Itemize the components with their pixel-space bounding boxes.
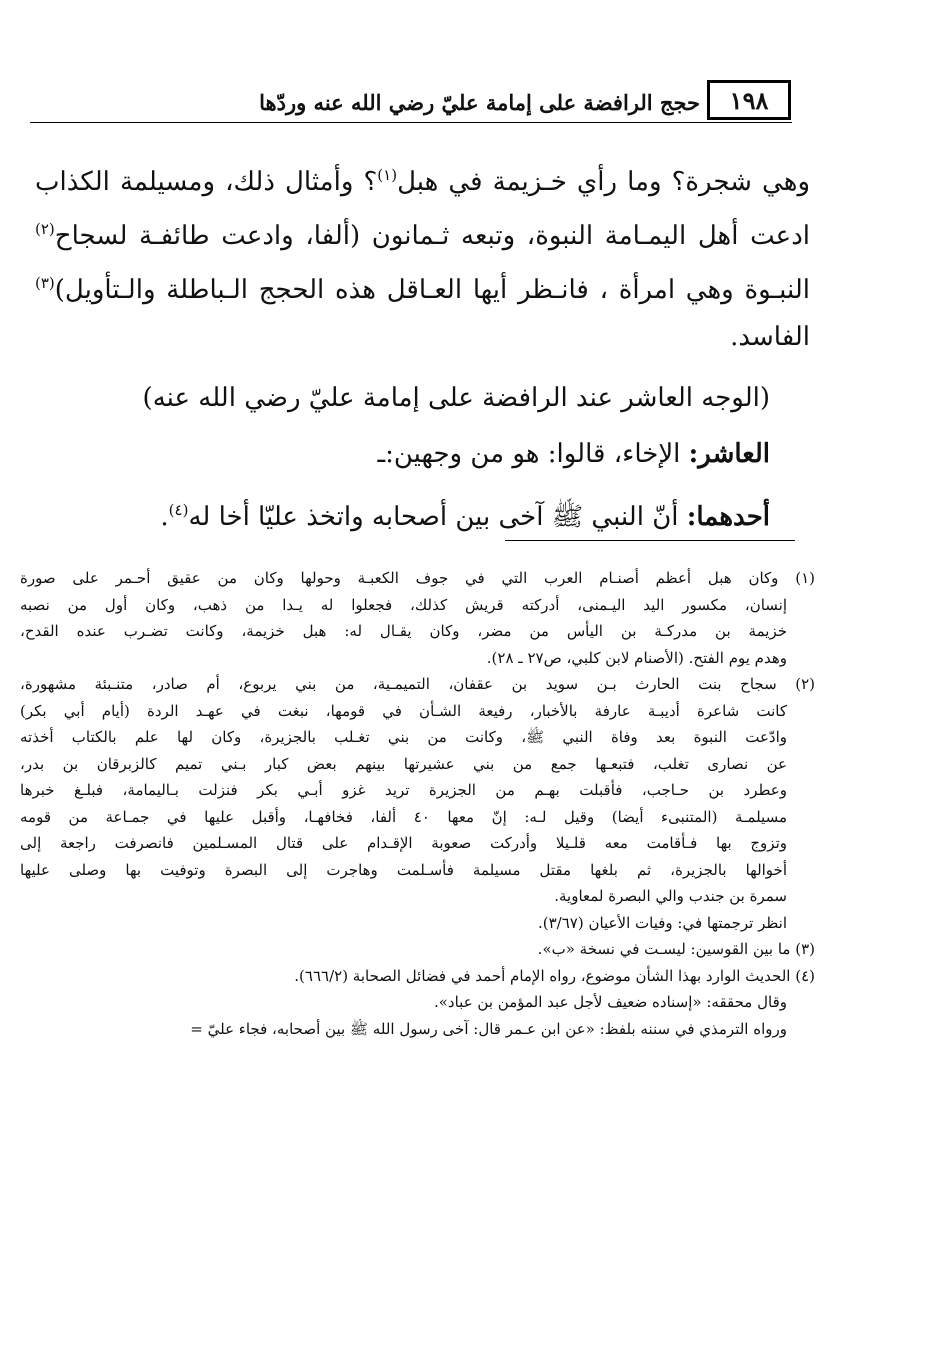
footnote-line: انظر ترجمتها في: وفيات الأعيان (٣/٦٧). <box>537 913 787 932</box>
page-number-box: ١٩٨ <box>707 80 791 120</box>
footnote-line: إنسان، مكسور اليد اليـمنى، أدركته قريش كذلك، فجعلوا له يـدا من ذهب، وكان أول من نصبه <box>20 595 787 614</box>
tenth-label: العاشر: <box>688 439 770 469</box>
footnote-line: وقال محققه: «إسناده ضعيف لأجل عبد المؤمن بن عباد». <box>433 993 787 1011</box>
body-line: وهي شجرة؟ وما رأي خـزيمة في هبل$^{(١)}$؟ وأمثال ذلك، ومسيلمة الكذاب <box>35 166 810 197</box>
footnote-line: سمرة بن جندب والي البصرة لمعاوية. <box>554 887 787 905</box>
footnote-line: وتزوج بها فـأقامت معه قلـيلا وأدركت صعوبة الإقـدام على قتال المسـلمين فانصرفت راجعة إلى <box>20 834 787 852</box>
footnote-line: وهدم يوم الفتح. (الأصنام لابن كلبي، ص٢٧ ـ ٢٨). <box>486 648 787 667</box>
footnote-line: (١) وكان هبل أعظم أصنـام العرب التي في جوف الكعبـة وحولها وكان من عقيق أحـمر على صورة <box>20 569 815 587</box>
footnote-line: وادّعت النبوة بعد وفاة النبي ﷺ، وكانت من بني تغـلب بالجزيرة، وكان لها علم بالكتاب أخذته <box>20 728 787 746</box>
footnote-ref: (١) <box>377 166 398 184</box>
footnote-line: مسيلمـة (المتنبىء أيضا) وقيل لـه: إنّ معها ٤٠ ألفا، فخافهـا، وأقبل عليها في جمـاعة من قومه <box>20 807 787 826</box>
footnote-ref: (٤) <box>168 501 189 519</box>
body-line: ادعت أهل اليمـامة النبوة، وتبعه ثـمانون (ألفا، وادعت طائفـة لسجاح$^{(٢)}$ <box>35 220 810 251</box>
footnote-line: (٣) ما بين القوسين: ليسـت في نسخة «ب». <box>537 940 815 958</box>
body-line: النبـوة وهي امرأة ، فانـظر أيها العـاقل هذه الحجج الـباطلة والـتأويل)$^{(٣)}$ <box>35 274 810 305</box>
section-heading: (الوجه العاشر عند الرافضة على إمامة عليّ رضي الله عنه) <box>142 383 770 413</box>
footnote-ref: (٣) <box>35 274 55 292</box>
footnote-line: عن نصارى تغلب، فتبعـها جمع من بني عشيرتها بينهم بعض كبار بـني تميم كالزبرقان بن بدر، <box>20 754 787 773</box>
footnote-ref: (٢) <box>35 220 55 238</box>
body-line: الفاسد. <box>730 322 810 352</box>
running-header-title: حجج الرافضة على إمامة عليّ رضي الله عنه وردّها <box>259 90 700 115</box>
footnote-line: وعطرد بن حـاجب، فأقبلت بهـم من الجزيرة تريد غزو أبـي بكر فنزلت بـاليمامة، فبلـغ خبرها <box>20 781 787 799</box>
footnotes <box>20 565 815 1042</box>
tenth-text: الإخاء، قالوا: هو من وجهين:ـ <box>377 439 689 469</box>
footnote-line: ورواه الترمذي في سننه بلفظ: «عن ابن عـمر قال: آخى رسول الله ﷺ بين أصحابه، فجاء عليّ = <box>190 1019 787 1038</box>
first-aspect: أحدهما: أنّ النبي ﷺ آخى بين أصحابه واتخذ عليّا أخا له$^{(٤)}$. <box>160 501 770 532</box>
footnote-line: كانت شاعرة أديبـة عارفة بالأخبار، رفيعة الشـأن في قومها، نبغت في عهـد الردة (أيام أبي بكر) <box>20 701 787 720</box>
main-text <box>35 148 810 538</box>
footnote-line: (٢) سجاح بنت الحارث بـن سويد بن عقفان، التميمـية، من بني يربوع، أم صادر، متنـبئة مشهورة، <box>20 675 815 693</box>
first-text: أنّ النبي ﷺ آخى بين أصحابه واتخذ عليّا أخا له <box>188 502 687 532</box>
header-rule <box>30 122 792 123</box>
footnote-separator <box>505 540 795 541</box>
tenth-point <box>35 426 810 482</box>
footnote-line: خزيمة بن مدركـة بن اليأس من مضر، وكان يقـال له: هبل خزيمة، وكانت تضـرب عنده القدح، <box>20 622 787 640</box>
first-label: أحدهما: <box>686 502 770 532</box>
footnote-line: (٤) الحديث الوارد بهذا الشأن موضوع، رواه الإمام أحمد في فضائل الصحابة (٦٦٦/٢). <box>294 966 815 985</box>
footnote-line: أخوالها بالجزيرة، ثم بلغها مقتل مسيلمة فأسـلمت وهاجرت إلى البصرة وتوفيت بها وصلى عليها <box>20 860 787 879</box>
